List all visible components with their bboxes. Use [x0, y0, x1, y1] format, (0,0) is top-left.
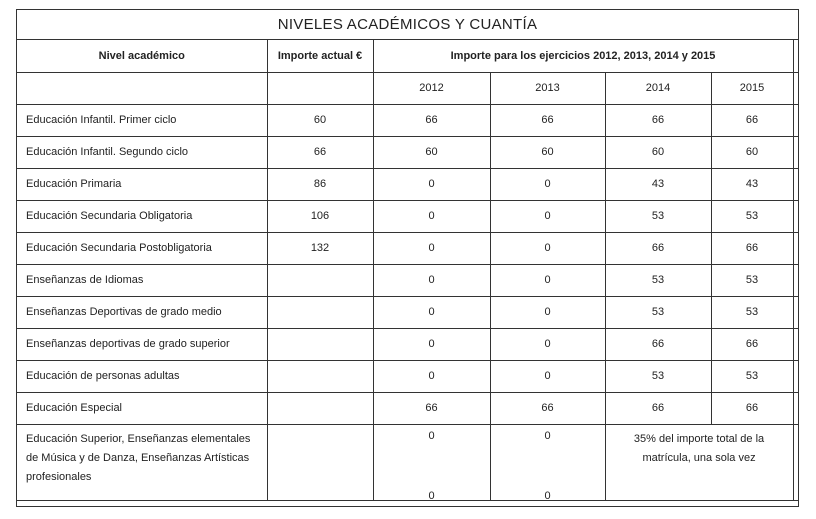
cell-2014: 66	[605, 232, 711, 264]
cell-actual: 106	[267, 200, 373, 232]
years-row	[17, 72, 799, 104]
table-row	[17, 200, 799, 232]
edge-cell	[793, 72, 799, 104]
value-2013-bottom: 0	[544, 489, 551, 502]
years-empty-actual	[267, 72, 373, 104]
table-row	[17, 296, 799, 328]
cell-nivel: Enseñanzas Deportivas de grado medio	[17, 296, 267, 328]
edge-cell	[793, 40, 799, 72]
year-2012: 2012	[373, 72, 490, 104]
cell-actual	[267, 392, 373, 424]
cell-nivel: Enseñanzas deportivas de grado superior	[17, 328, 267, 360]
cell-2015: 53	[711, 296, 793, 328]
cell-2014: 53	[605, 264, 711, 296]
cell-2013: 66	[490, 392, 605, 424]
cell-nivel: Educación Secundaria Obligatoria	[17, 200, 267, 232]
cell-2014: 66	[605, 328, 711, 360]
cell-2015: 66	[711, 392, 793, 424]
edge-cell	[793, 104, 799, 136]
cell-2013: 66	[490, 104, 605, 136]
edge-cell	[793, 328, 799, 360]
year-2013: 2013	[490, 72, 605, 104]
table-row	[17, 168, 799, 200]
cell-nivel: Educación Primaria	[17, 168, 267, 200]
edge-cell	[793, 136, 799, 168]
table-title: NIVELES ACADÉMICOS Y CUANTÍA	[17, 10, 798, 40]
table-row	[17, 136, 799, 168]
table-row	[17, 328, 799, 360]
year-2014: 2014	[605, 72, 711, 104]
cell-2013: 0	[490, 296, 605, 328]
cell-actual	[267, 424, 373, 500]
edge-cell	[793, 360, 799, 392]
cell-actual	[267, 264, 373, 296]
cell-2015: 53	[711, 360, 793, 392]
cell-2013: 0	[490, 264, 605, 296]
cell-2013: 0	[490, 328, 605, 360]
table-row-educacion-superior	[17, 424, 799, 500]
cell-nivel: Educación Secundaria Postobligatoria	[17, 232, 267, 264]
cell-2014: 60	[605, 136, 711, 168]
edge-cell	[793, 296, 799, 328]
year-2015: 2015	[711, 72, 793, 104]
cell-2014: 66	[605, 104, 711, 136]
cell-actual: 86	[267, 168, 373, 200]
cell-actual	[267, 328, 373, 360]
cell-2013: 0	[490, 200, 605, 232]
cell-2013: 0	[490, 168, 605, 200]
header-row	[17, 40, 799, 72]
cell-actual: 60	[267, 104, 373, 136]
cell-actual: 132	[267, 232, 373, 264]
cell-2012: 0	[373, 232, 490, 264]
cell-2015: 43	[711, 168, 793, 200]
cell-2012: 0	[373, 264, 490, 296]
cell-2012: 0	[373, 360, 490, 392]
cell-2014: 66	[605, 392, 711, 424]
cell-2015: 53	[711, 200, 793, 232]
cell-2012: 0	[373, 200, 490, 232]
table-row	[17, 232, 799, 264]
cell-2014: 53	[605, 360, 711, 392]
header-nivel: Nivel académico	[17, 40, 267, 72]
cell-nivel: Educación Especial	[17, 392, 267, 424]
table-row	[17, 104, 799, 136]
years-empty-nivel	[17, 72, 267, 104]
table-row	[17, 360, 799, 392]
cell-2012: 66	[373, 392, 490, 424]
cell-2012: 66	[373, 104, 490, 136]
cell-2012: 0	[373, 328, 490, 360]
cell-2014: 43	[605, 168, 711, 200]
value-2013-top: 0	[544, 429, 551, 442]
cell-2013: 60	[490, 136, 605, 168]
cell-2014-2015-note: 35% del importe total de la matrícula, una sola vez	[605, 424, 793, 500]
cell-actual: 66	[267, 136, 373, 168]
edge-cell	[793, 392, 799, 424]
edge-cell	[793, 424, 799, 500]
cell-actual	[267, 296, 373, 328]
edge-cell	[793, 200, 799, 232]
edge-cell	[793, 264, 799, 296]
academic-levels-table-container	[16, 9, 799, 507]
cell-2014: 53	[605, 296, 711, 328]
cell-2012	[373, 424, 490, 500]
value-2012-top: 0	[428, 429, 435, 442]
cell-2013: 0	[490, 232, 605, 264]
header-importe-ejercicios: Importe para los ejercicios 2012, 2013, 2014 y 2015	[373, 40, 793, 72]
cell-2013	[490, 424, 605, 500]
cell-nivel: Educación Superior, Enseñanzas elementales de Música y de Danza, Enseñanzas Artísticas profesionales	[17, 424, 267, 500]
cell-2012: 0	[373, 168, 490, 200]
academic-levels-table	[17, 40, 799, 501]
cell-2012: 0	[373, 296, 490, 328]
value-2012-bottom: 0	[428, 489, 435, 502]
cell-nivel: Enseñanzas de Idiomas	[17, 264, 267, 296]
cell-2014: 53	[605, 200, 711, 232]
edge-cell	[793, 232, 799, 264]
cell-actual	[267, 360, 373, 392]
cell-2013: 0	[490, 360, 605, 392]
cell-nivel: Educación Infantil. Primer ciclo	[17, 104, 267, 136]
header-importe-actual: Importe actual €	[267, 40, 373, 72]
cell-2015: 53	[711, 264, 793, 296]
cell-nivel: Educación Infantil. Segundo ciclo	[17, 136, 267, 168]
cell-2012: 60	[373, 136, 490, 168]
cell-2015: 66	[711, 104, 793, 136]
cell-nivel: Educación de personas adultas	[17, 360, 267, 392]
edge-cell	[793, 168, 799, 200]
cell-2015: 66	[711, 232, 793, 264]
table-row	[17, 264, 799, 296]
table-row	[17, 392, 799, 424]
cell-2015: 66	[711, 328, 793, 360]
cell-2015: 60	[711, 136, 793, 168]
